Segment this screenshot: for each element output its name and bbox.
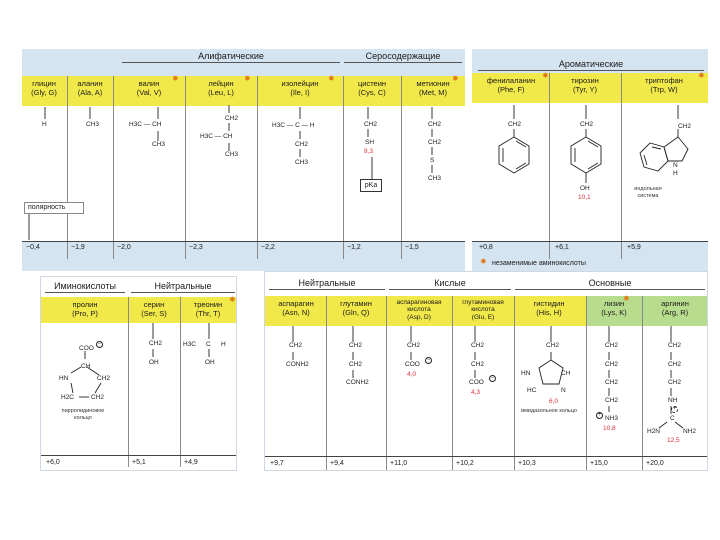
header-leu: лейцин (Leu, L) xyxy=(208,79,234,97)
group-neutral-right: Нейтральные xyxy=(269,278,385,290)
trp-n: N xyxy=(673,162,678,169)
group-neutral-left: Нейтральные xyxy=(131,281,235,293)
polarity-glu: +10,2 xyxy=(456,460,474,467)
polarity-his: +10,3 xyxy=(518,460,536,467)
charge-minus-icon: − xyxy=(490,375,495,381)
trp-h: H xyxy=(673,170,678,177)
header-met: метионин (Met, M) xyxy=(416,79,450,97)
lys-ch2-1: CH2 xyxy=(605,342,619,349)
polarity-gln: +9,4 xyxy=(330,460,344,467)
header-tyr: тирозин (Tyr, Y) xyxy=(571,76,599,94)
panel-bottom-left xyxy=(40,276,237,471)
polarity-met: −1,5 xyxy=(405,244,419,251)
polarity-ile: −2,2 xyxy=(261,244,275,251)
ile-chain: H3C — C — H xyxy=(272,122,315,129)
header-arg: аргинин (Arg, R) xyxy=(661,299,689,317)
star-icon: ✸ xyxy=(452,74,459,83)
met-ch2-1: CH2 xyxy=(428,121,442,128)
gln-ch2-2: CH2 xyxy=(349,361,363,368)
isoleucine-structure xyxy=(272,107,332,157)
header-cys: цистеин (Cys, C) xyxy=(357,79,387,97)
ser-oh: OH xyxy=(149,359,159,366)
val-chain: H3C — CH xyxy=(129,121,162,128)
met-ch3: CH3 xyxy=(428,175,442,182)
header-ala: аланин (Ala, A) xyxy=(77,79,103,97)
ile-ch2: CH2 xyxy=(295,141,309,148)
glycine-structure xyxy=(37,107,57,127)
legend-essential: незаменимые аминокислоты xyxy=(492,260,586,267)
indole-caption: индольная система xyxy=(634,186,662,199)
his-n: N xyxy=(561,387,566,394)
cys-ch2: CH2 xyxy=(364,121,378,128)
arg-ch2-2: CH2 xyxy=(668,361,682,368)
star-icon: ✸ xyxy=(328,74,335,83)
group-aliphatic: Алифатические xyxy=(122,51,340,63)
polarity-thr: +4,9 xyxy=(184,459,198,466)
pro-ch: CH xyxy=(81,363,91,370)
lys-ch2-3: CH2 xyxy=(605,379,619,386)
gln-conh2: CONH2 xyxy=(346,379,369,386)
header-glu: глутаминовая кислота (Glu, E) xyxy=(462,299,504,321)
polarity-phe: +0,8 xyxy=(479,244,493,251)
tyr-ch2: CH2 xyxy=(580,121,594,128)
cys-pka: 8,3 xyxy=(364,148,374,155)
gly-h: H xyxy=(42,121,47,128)
ile-ch3: CH3 xyxy=(295,159,309,166)
header-asp: аспарагиновая кислота (Asp, D) xyxy=(396,299,442,321)
polarity-lys: +15,0 xyxy=(590,460,608,467)
phenylalanine-structure xyxy=(486,105,542,185)
tyr-pka: 10,1 xyxy=(578,194,591,201)
charge-minus-icon: − xyxy=(97,341,102,347)
tryptophan-structure xyxy=(628,105,704,185)
charge-minus-icon: − xyxy=(426,357,431,363)
header-asn: аспарагин (Asn, N) xyxy=(278,299,314,317)
asp-ch2: CH2 xyxy=(407,342,421,349)
arg-pka: 12,5 xyxy=(667,437,680,444)
polarity-ala: −1,9 xyxy=(71,244,85,251)
polarity-tyr: +6,1 xyxy=(555,244,569,251)
leu-ch2: CH2 xyxy=(225,115,239,122)
arg-nh: NH xyxy=(668,397,678,404)
group-basic: Основные xyxy=(515,278,705,290)
trp-ch2: CH2 xyxy=(678,123,692,130)
polarity-pro: +6,0 xyxy=(46,459,60,466)
polarity-ser: +5,1 xyxy=(132,459,146,466)
star-icon: ✸ xyxy=(480,257,487,266)
header-val: валин (Val, V) xyxy=(136,79,162,97)
his-ch2: CH2 xyxy=(546,342,560,349)
phe-ch2: CH2 xyxy=(508,121,522,128)
star-icon: ✸ xyxy=(698,71,705,80)
group-sulfur: Серосодержащие xyxy=(344,51,462,63)
header-phe: фенилаланин (Phe, F) xyxy=(486,76,536,94)
asp-coo: COO xyxy=(405,361,420,368)
polarity-arg: +20,0 xyxy=(646,460,664,467)
glutamate-structure xyxy=(469,326,489,386)
his-hc: HC xyxy=(527,387,537,394)
star-icon: ✸ xyxy=(172,74,179,83)
val-ch3: CH3 xyxy=(152,141,166,148)
pro-ch2-bottom: CH2 xyxy=(91,394,105,401)
header-ser: серин (Ser, S) xyxy=(141,300,167,318)
polarity-gly: −0,4 xyxy=(26,244,40,251)
his-ch: CH xyxy=(561,370,571,377)
leu-chain: H3C — CH xyxy=(200,133,233,140)
glu-ch2-2: CH2 xyxy=(471,361,485,368)
header-his: гистидин (His, H) xyxy=(533,299,565,317)
group-imino: Иминокислоты xyxy=(45,281,125,293)
arg-h2n: H2N xyxy=(647,428,661,435)
thr-oh: OH xyxy=(205,359,215,366)
star-icon: ✸ xyxy=(542,71,549,80)
panel-bottom-right xyxy=(264,271,708,471)
imidazole-caption: имидазольное кольцо xyxy=(521,408,577,414)
asp-pka: 4,0 xyxy=(407,371,417,378)
arg-nh2: NH2 xyxy=(683,428,697,435)
glutamine-structure xyxy=(347,326,367,386)
arg-ch2-3: CH2 xyxy=(668,379,682,386)
panel-top-right xyxy=(472,49,708,271)
glu-pka: 4,3 xyxy=(471,389,481,396)
star-icon: ✸ xyxy=(244,74,251,83)
star-icon: ✸ xyxy=(229,295,236,304)
pyrrolidine-caption: пирролидиновое кольцо xyxy=(61,408,105,421)
header-lys: лизин (Lys, K) xyxy=(601,299,627,317)
pro-h2c: H2C xyxy=(61,394,75,401)
lys-ch2-2: CH2 xyxy=(605,361,619,368)
header-gln: глутамин (Gln, Q) xyxy=(340,299,372,317)
polarity-leu: −2,3 xyxy=(189,244,203,251)
ala-ch3: CH3 xyxy=(86,121,100,128)
arg-c: C xyxy=(670,415,675,422)
met-ch2-2: CH2 xyxy=(428,139,442,146)
group-aromatic: Ароматические xyxy=(478,59,704,71)
thr-h: H xyxy=(221,341,226,348)
pro-hn: HN xyxy=(59,375,69,382)
panel-top-left xyxy=(22,49,465,271)
his-hn: HN xyxy=(521,370,531,377)
charge-plus-icon: + xyxy=(672,406,677,412)
glu-coo: COO xyxy=(469,379,484,386)
group-acidic: Кислые xyxy=(389,278,511,290)
met-s: S xyxy=(430,157,435,164)
pro-ch2-right: CH2 xyxy=(97,375,111,382)
asn-ch2: CH2 xyxy=(289,342,303,349)
charge-plus-icon: + xyxy=(597,412,602,418)
leucine-structure xyxy=(202,105,252,155)
ser-ch2: CH2 xyxy=(149,340,163,347)
header-pro: пролин (Pro, P) xyxy=(72,300,98,318)
header-gly: глицин (Gly, G) xyxy=(31,79,57,97)
lys-pka: 10,8 xyxy=(603,425,616,432)
polarity-asp: +11,0 xyxy=(390,460,408,467)
arg-ch2-1: CH2 xyxy=(668,342,682,349)
gln-ch2-1: CH2 xyxy=(349,342,363,349)
arginine-structure xyxy=(663,326,703,426)
star-icon: ✸ xyxy=(623,294,630,303)
cys-sh: SH xyxy=(365,139,375,146)
glu-ch2-1: CH2 xyxy=(471,342,485,349)
thr-h3c: H3C xyxy=(183,341,197,348)
polarity-cys: −1,2 xyxy=(347,244,361,251)
tyr-oh: OH xyxy=(580,185,590,192)
his-pka: 6,0 xyxy=(549,398,559,405)
histidine-structure xyxy=(527,326,577,396)
pka-label-box: pKa xyxy=(360,179,382,192)
leu-ch3: CH3 xyxy=(225,151,239,158)
asn-conh2: CONH2 xyxy=(286,361,309,368)
polarity-label-box: полярность xyxy=(24,202,84,214)
lys-nh3: NH3 xyxy=(605,415,619,422)
header-ile: изолейцин (Ile, I) xyxy=(281,79,319,97)
lys-ch2-4: CH2 xyxy=(605,397,619,404)
thr-c: C xyxy=(206,341,211,348)
polarity-val: −2,0 xyxy=(117,244,131,251)
header-thr: треонин (Thr, T) xyxy=(193,300,223,318)
polarity-trp: +5,9 xyxy=(627,244,641,251)
polarity-asn: +9,7 xyxy=(270,460,284,467)
header-trp: триптофан (Trp, W) xyxy=(645,76,683,94)
pro-coo: COO xyxy=(79,345,94,352)
